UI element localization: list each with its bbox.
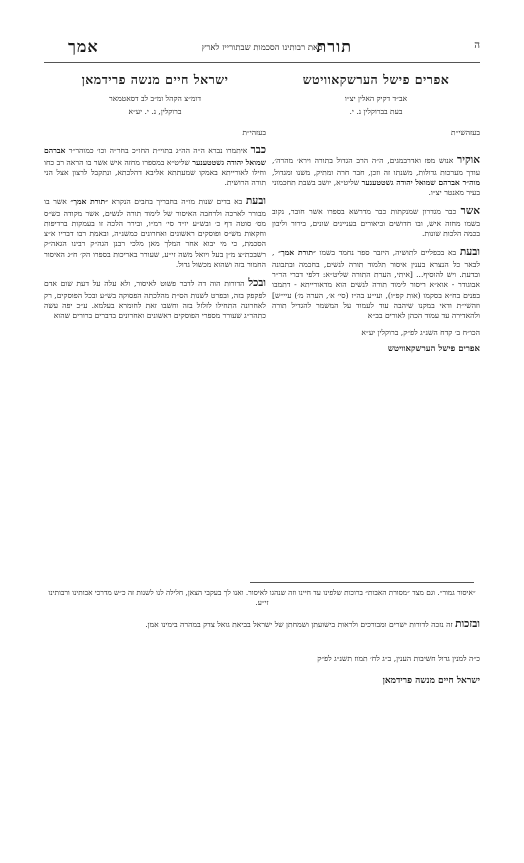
page-header	[44, 38, 480, 63]
footnote-divider	[250, 582, 474, 583]
left-p1-bold: אברהם שמואל יהודה גשטטענער	[44, 145, 266, 167]
left-p2-text2: אשר בו מבורר לארכה ולרחבה האיסור של לימוד תורה לנשים, אשר מקודה כש״ס מס׳ סוטה דף כ׳ ובש״ע יו״ד סי׳ רמ״ו, ובירר הלכה זו בעמקות ברדיפות וחקאות מש״ס ופוסקים ראשונים ואחרונים כמשנ״ה, ובאמת רבו דבריו א״צ הסכמת, כי מי יבוא אחר המלך מאן מלכי רבנן הגה״ק רבינו הגאה״ק רשבכת״צ מ״ן בעל ויואל משה זי״ע, שעורר באריכות בספרו הק׳ ח״ג האיסור החמור בזה ושהוא מכשול גדול.	[44, 197, 266, 269]
right-paragraph-1	[272, 154, 480, 198]
left-bh: בעזהי״ת	[242, 128, 266, 137]
running-head: באת רבותינו הסכמות שבתורייז לארץ	[201, 43, 323, 53]
right-signer-title: אב״ד דקיק האלין יצ״ו	[344, 93, 408, 103]
book-title-left: אמך	[68, 37, 99, 56]
left-p3-text: הדורות הוה דה לדבר פשוט לאיסור, ולא עלה על דעת שום אדם לפקפק בזה, ובפרט לשנות הס״ת מהלכתה הפסוקה בש״ע ובכל הפוסקים, רק לאחרונה התחילו לזלזל בזה וחשבו זאת לחומרא בעלמא. ע״כ יפה עשה כתהר״ג שעורר מספרי הפוסקים ראשונים ואחרונים בדברים ברורים שהוא	[44, 278, 266, 320]
left-paragraph-3	[44, 277, 266, 321]
left-paragraph-1	[44, 144, 266, 188]
left-p2-bold: ״תורת אמך״	[70, 197, 108, 207]
right-p1-bold: מוה״ר אברהם שמואל יהודה גשטטענער	[361, 178, 480, 188]
right-paragraph-3	[272, 246, 480, 321]
left-p2-lead: ובעת	[245, 195, 266, 208]
left-p2-text: בא בדים שנות מו״ה בחבריך בחבים הנקרא	[111, 197, 243, 207]
left-signer-name: ישראל חיים מנשה פרידמאן	[81, 72, 229, 87]
left-signer-title: דומ״צ הקהל ומ״ב לב דסאטמאר	[109, 93, 201, 103]
closing-signature: ישראל חיים מנשה פרידמאן	[382, 676, 480, 686]
left-p1-text: איתמרו נברא ה״ה הה״ג בתוי״ת החו״כ בחר״ה וכו׳ כמוהר״ר	[68, 145, 248, 155]
right-signer-name: אפרים פישל הערשקאוויטש	[302, 72, 450, 87]
left-p1-lead: כבר	[250, 143, 266, 156]
right-signer-header	[272, 72, 480, 117]
right-p1-text2: שליט״א, יושב בשבת תחכמוני בעיר מאנטר יצ״ו.	[272, 178, 480, 198]
book-title-right: תורת	[316, 37, 352, 56]
right-p3-text: בא בכפליים לתושיה, היזבר ספר נחמד בשמו	[319, 248, 457, 258]
right-paragraph-2	[272, 205, 480, 239]
left-signer-location: ברוקלין, נ. י. יע״א	[128, 106, 182, 116]
left-p1-text2: שליט״א במספרו מחזה איש אשר בו הראה רב כחו וחילו לאורייתא באמקו שמעתתא אליבא דהלכתא, ונתקבל לרצון אצל הני תורה הרושית.	[44, 157, 266, 188]
closing-date: כ״ה למנין גדול חשיבות הענין, ב״ג לח׳ תמוז תשנ״ג לפ״ק	[317, 654, 480, 663]
left-signer-header	[44, 72, 266, 117]
left-paragraph-2	[44, 195, 266, 270]
right-column-text	[272, 128, 480, 355]
right-p3-lead: ובעת	[459, 246, 480, 259]
page-number: ה	[474, 40, 480, 51]
right-bh: בעזהשי״ת	[451, 128, 480, 137]
right-signature: אפרים פישל הערשקאוויטש	[387, 343, 480, 354]
right-p2-text: כבר מגדרון שמנקתות כבר מדרשא בספרו אשר חובר, נקוב בשמו מחזה איש, ובו חדושים וביאורים בעניינים שונים, בירור וליבון בכמה הלכות שונות.	[272, 207, 480, 239]
right-date-line: הכו״ח ב׳ קדח השנ״ג לפ״ק, ברוקלין יע״א	[361, 327, 480, 337]
right-p1-text: אנוש מפז ואדרבמגים, ה״ה הרב הגדול בתורה וירא׳ מהרה׳, עודך מערכות גדולות, משנתו זה וזכן, חבר חרה ומתיק, משנו ומגדול,	[272, 155, 480, 177]
closing-text: זה נזכה לדורות ישרים ומבורכים ולראות בישועתן ושמחתן של ישראל בביאת גואל צדק במהרה בימינו אמן.	[145, 620, 453, 629]
left-p3-lead: ובכל	[248, 276, 266, 289]
right-p3-text2: , לבאר כל הנצרא בענין איסור תלמוד תורה לנשים, בחכמה ובתבונה ובדעת. ויש להוסיף... [איתי, הערת התורה שליט״א: דלפי דברי הר״ר אבוגודר - אוא״א ריסור לימוד תורה לנשים הוא מדאורייתא - דתמבו בפנים בח״א בסקמו (אות קפ״ו), ועי״ע בה״ז (סי׳ א׳, הערה מ׳) עיי״ש] וזהשי״ת ודאי במקנו שיהבה עוד לעמוד על המשמר להגדיל תורה ולהאדירה עד עמוד הכהן לאורים בב״א	[272, 248, 480, 320]
right-p2-lead: אשר	[460, 205, 480, 218]
left-column-text	[44, 128, 266, 328]
right-p1-lead: אוקיר	[457, 153, 480, 166]
right-p3-bold: ״תורת אמך״	[278, 248, 316, 258]
continuation-text: ״איסור גמור״. וגם מצד ״מסורת האבות״ ברוכות שלפינו עד חיינו וזה שנהגו לאיסור. ואנו לך בעקבי הצאן, חלילה לנו לשנות זה כ״ש מדרכי אבותינו ורבותינו זי״ע.	[48, 588, 476, 607]
closing-lead: ובזכות	[455, 618, 480, 630]
right-signer-location: בעת בברוקלין נ. י.	[349, 106, 403, 116]
closing-paragraph	[44, 617, 480, 631]
